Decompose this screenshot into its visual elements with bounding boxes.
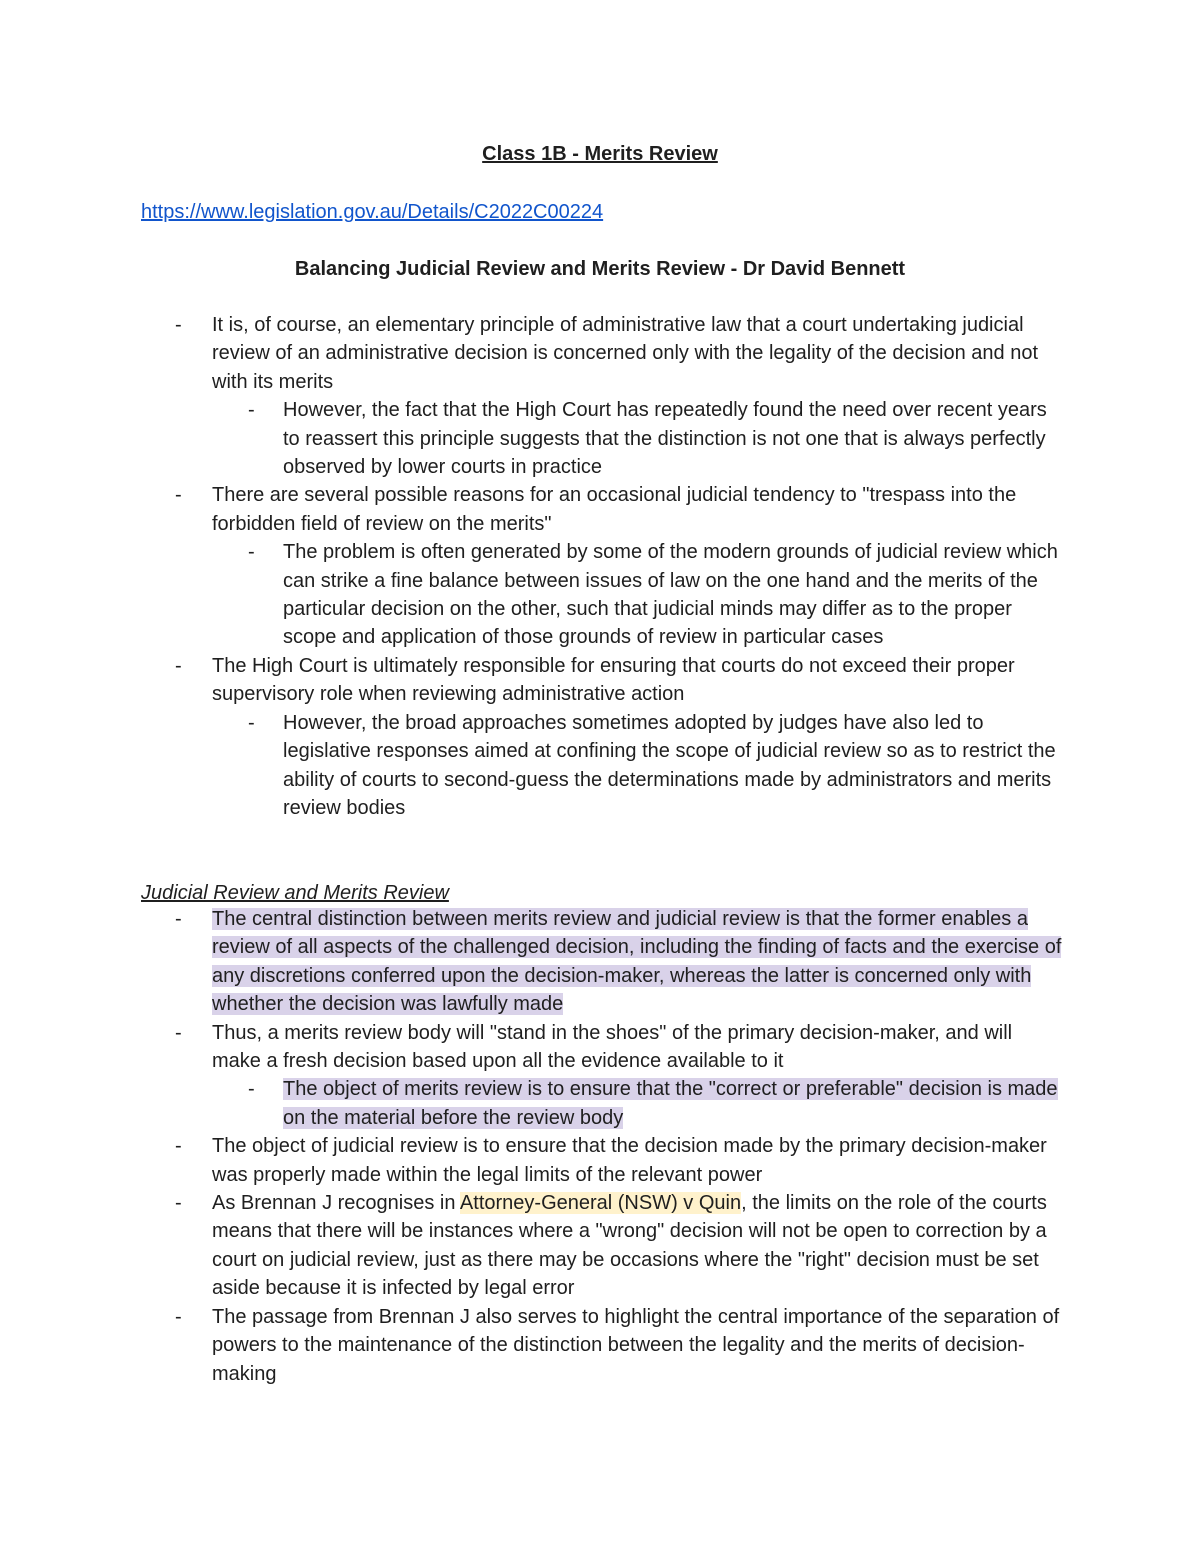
list-item — [0, 396, 1063, 481]
bullet-list-judicial-merits — [0, 905, 1200, 1388]
section-title: Balancing Judicial Review and Merits Review - Dr David Bennett — [294, 258, 906, 280]
bullet-dash: - — [175, 484, 182, 507]
bullet-dash: - — [248, 1078, 255, 1101]
list-item-text: The passage from Brennan J also serves to highlight the central importance of the separation of powers to the maintenance of the distinction between the legality and the merits of decision-making — [212, 1305, 1060, 1385]
bullet-dash: - — [248, 711, 255, 734]
list-item — [0, 1189, 1062, 1303]
bullet-dash: - — [248, 541, 255, 564]
bullet-dash: - — [248, 399, 255, 422]
list-item — [0, 1019, 1062, 1076]
bullet-dash: - — [175, 1135, 182, 1158]
bullet-dash: - — [175, 654, 182, 677]
list-item-text: The problem is often generated by some of the modern grounds of judicial review which can strike a fine balance between issues of law on the one hand and the merits of the particular decision on the other, such that judicial minds may differ as to the proper scope and application of those grounds of review in particular cases — [283, 541, 1058, 649]
section-heading: Judicial Review and Merits Review — [141, 882, 449, 904]
bullet-dash: - — [175, 1305, 182, 1328]
list-item-text-before: As Brennan J recognises in — [212, 1192, 460, 1215]
bullet-dash: - — [175, 314, 182, 336]
list-item-text: However, the broad approaches sometimes adopted by judges have also led to legislative responses aimed at confining the scope of judicial review so as to restrict the ability of courts to second-guess the determinations made by administrators and merits review bodies — [283, 711, 1056, 819]
bullet-list-bennett — [0, 311, 1200, 822]
list-item-text-after: , the limits on the role of the courts means that there will be instances where a "wrong" decision will not be open to correction by a court on judicial review, just as there may be occasions where the "right" decision must be set aside because it is infected by legal error — [212, 1192, 1047, 1300]
list-item-text: Thus, a merits review body will "stand in the shoes" of the primary decision-maker, and will make a fresh decision based upon all the evidence available to it — [212, 1021, 1013, 1073]
list-item-text: There are several possible reasons for an occasional judicial tendency to "trespass into the forbidden field of review on the merits" — [212, 484, 1017, 535]
list-item — [0, 709, 1063, 823]
bullet-dash: - — [175, 1021, 182, 1044]
list-item — [0, 481, 1062, 538]
list-item-text: However, the fact that the High Court has repeatedly found the need over recent years to reassert this principle suggests that the distinction is not one that is always perfectly observed by lower courts in practice — [283, 399, 1047, 479]
list-item — [0, 1075, 1063, 1132]
bullet-dash: - — [175, 1192, 182, 1215]
legislation-link[interactable]: https://www.legislation.gov.au/Details/C2022C00224 — [141, 201, 604, 223]
case-name-highlight: Attorney-General (NSW) v Quin — [459, 1192, 742, 1215]
page-title: Class 1B - Merits Review — [482, 143, 718, 165]
list-item — [0, 1132, 1062, 1189]
list-item-text: It is, of course, an elementary principle of administrative law that a court undertaking judicial review of an administrative decision is concerned only with the legality of the decision and not with its merits — [212, 314, 1039, 393]
list-item — [0, 311, 1062, 396]
highlighted-text: The central distinction between merits review and judicial review is that the former enables a review of all aspects of the challenged decision, including the finding of facts and the exercise of any discretions conferred upon the decision-maker, whereas the latter is concerned only with whether the decision was lawfully made — [212, 908, 1062, 1016]
highlighted-text: The object of merits review is to ensure that the "correct or preferable" decision is made on the material before the review body — [283, 1078, 1058, 1129]
list-item-text: The object of judicial review is to ensure that the decision made by the primary decision-maker was properly made within the legal limits of the relevant power — [212, 1135, 1047, 1186]
list-item-text: The High Court is ultimately responsible for ensuring that courts do not exceed their proper supervisory role when reviewing administrative action — [212, 654, 1015, 706]
list-item — [0, 905, 1062, 1019]
list-item — [0, 538, 1063, 652]
list-item — [0, 1303, 1062, 1388]
bullet-dash: - — [175, 908, 182, 930]
list-item — [0, 652, 1062, 709]
